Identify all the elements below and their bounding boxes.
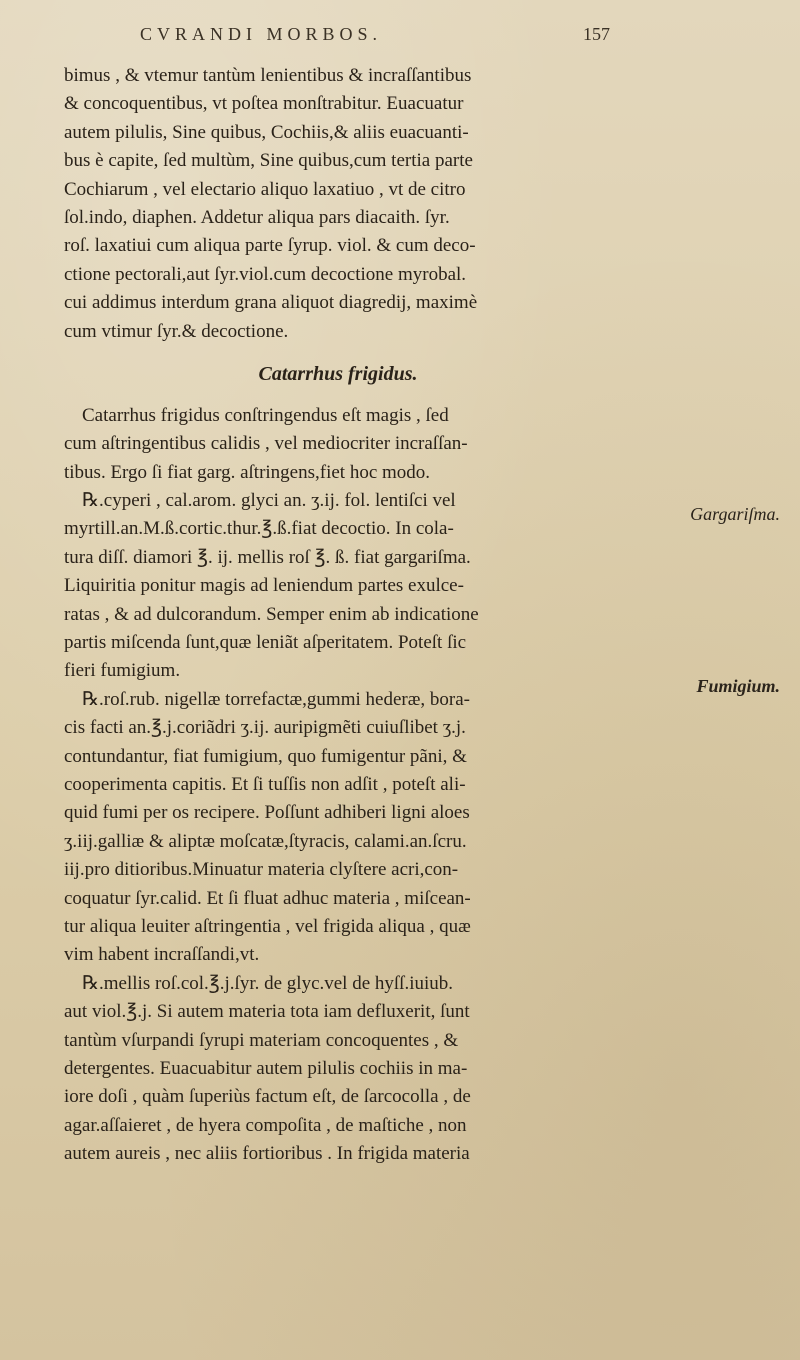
text-line: coquatur ſyr.calid. Et ſi fluat adhuc materia , miſcean- — [64, 887, 471, 909]
text-line: cui addimus interdum grana aliquot diagredij, maximè — [64, 292, 478, 314]
text-line: tur aliqua leuiter aſtringentia , vel frigida aliqua , quæ — [64, 915, 471, 937]
text-line: ℞.roſ.rub. nigellæ torrefactæ,gummi hederæ, bora- — [82, 688, 470, 710]
text-line: ℞.cyperi , cal.arom. glyci an. ʒ.ij. fol. lentiſci vel — [82, 490, 456, 512]
text-line: cum vtimur ſyr.& decoctione. — [64, 320, 289, 342]
text-line: fieri fumigium. — [64, 660, 181, 682]
running-head — [140, 24, 610, 48]
text-line: ctione pectorali,aut ſyr.viol.cum decoctione myrobal. — [64, 263, 467, 285]
text-line: tura diſſ. diamori ℥. ij. mellis roſ ℥. ß. fiat gargariſma. — [64, 546, 471, 568]
text-line: bus è capite, ſed multùm, Sine quibus,cum tertia parte — [64, 150, 473, 172]
text-line: bimus , & vtemur tantùm lenientibus & incraſſantibus — [64, 65, 472, 86]
text-line: autem aureis , nec aliis fortioribus . In frigida materia — [64, 1143, 470, 1165]
text-line: iore doſi , quàm ſuperiùs factum eſt, de ſarcocolla , de — [64, 1086, 471, 1108]
text-line: & concoquentibus, vt poſtea monſtrabitur. Euacuatur — [64, 93, 464, 115]
running-title: CVRANDI MORBOS. — [140, 24, 383, 44]
text-line: ℞.mellis roſ.col.℥.j.ſyr. de glyc.vel de hyſſ.iuiub. — [82, 972, 454, 994]
margin-note-fumigium: Fumigium. — [696, 676, 780, 696]
text-line: ʒ.iij.galliæ & aliptæ moſcatæ,ſtyracis, calami.an.ſcru. — [64, 830, 467, 852]
margin-note-gargarisma: Gargariſma. — [690, 504, 780, 524]
page-number: 157 — [583, 24, 610, 44]
text-line: iij.pro ditioribus.Minuatur materia clyſtere acri,con- — [64, 859, 459, 881]
text-line: Cochiarum , vel electario aliquo laxatiuo , vt de citro — [64, 178, 466, 200]
text-line: ſol.indo, diaphen. Addetur aliqua pars diacaith. ſyr. — [64, 206, 450, 228]
text-line: aut viol.℥.j. Si autem materia tota iam defluxerit, ſunt — [64, 1001, 470, 1023]
main-text — [64, 62, 612, 1168]
text-line: vim habent incraſſandi,vt. — [64, 944, 260, 966]
text-line: contundantur, fiat fumigium, quo fumigentur pãni, & — [64, 745, 467, 767]
text-line: ratas , & ad dulcorandum. Semper enim ab indicatione — [64, 603, 479, 625]
text-line: cum aſtringentibus calidis , vel mediocriter incraſſan- — [64, 433, 468, 455]
text-line: tibus. Ergo ſi fiat garg. aſtringens,fiet hoc modo. — [64, 461, 431, 483]
text-line: tantùm vſurpandi ſyrupi materiam concoquentes , & — [64, 1029, 459, 1051]
text-line: partis miſcenda ſunt,quæ leniãt aſperitatem. Poteſt ſic — [64, 632, 467, 654]
section-heading: Catarrhus frigidus. — [258, 362, 418, 385]
text-line: detergentes. Euacuabitur autem pilulis cochiis in ma- — [64, 1057, 468, 1079]
text-line: quid fumi per os recipere. Poſſunt adhiberi ligni aloes — [64, 802, 470, 824]
text-line: cooperimenta capitis. Et ſi tuſſis non adſit , poteſt ali- — [64, 773, 466, 795]
text-line: roſ. laxatiui cum aliqua parte ſyrup. viol. & cum deco- — [64, 235, 476, 257]
text-line: Catarrhus frigidus conſtringendus eſt magis , ſed — [82, 404, 449, 426]
text-line: cis facti an.℥.j.coriãdri ʒ.ij. auripigmẽti cuiuſlibet ʒ.j. — [64, 717, 466, 739]
text-line: myrtill.an.M.ß.cortic.thur.℥.ß.fiat decoctio. In cola- — [64, 518, 454, 540]
text-line: Liquiritia ponitur magis ad leniendum partes exulce- — [64, 575, 464, 597]
text-line: agar.aſſaieret , de hyera compoſita , de maſtiche , non — [64, 1114, 467, 1136]
text-line: autem pilulis, Sine quibus, Cochiis,& aliis euacuanti- — [64, 121, 469, 143]
